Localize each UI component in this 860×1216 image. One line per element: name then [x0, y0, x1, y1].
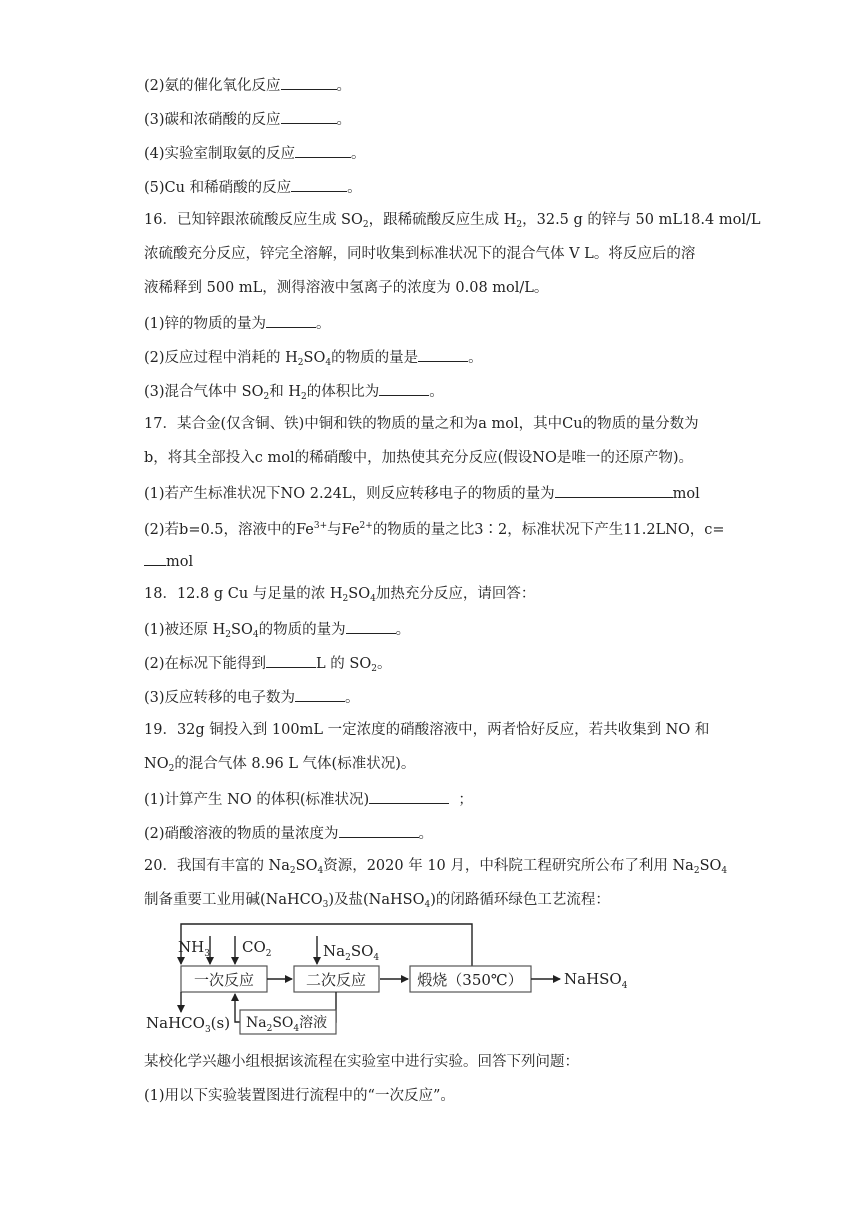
calcination-label: 煅烧（350℃）: [417, 971, 523, 989]
q16-sub3-suffix: 。: [429, 384, 444, 400]
co2-label: $CO_2$: [242, 938, 272, 959]
q20-text-d: SO: [699, 858, 722, 874]
q15-part5-suffix: 。: [347, 180, 362, 196]
q16-sub2-text-c: 的物质的量是: [331, 350, 419, 366]
answer-blank[interactable]: [379, 380, 429, 396]
subscript: 2: [371, 664, 377, 674]
second-reaction-label: 二次反应: [305, 971, 367, 989]
q17-line2: [144, 448, 693, 468]
superscript: 3+: [313, 521, 328, 531]
q19-line2: [144, 754, 415, 779]
na2so4-solution-label: $Na_2SO_4$溶液: [246, 1015, 328, 1034]
nahso4-product: NaHSO$_4$: [564, 970, 628, 991]
q16-text-b: ，跟稀硫酸反应生成 H: [368, 212, 517, 228]
q18-sub3-suffix: 。: [345, 690, 360, 706]
q19-text-line1: 19．32g 铜投入到 100mL 一定浓度的硝酸溶液中，两者恰好反应，若共收集到 NO 和: [144, 722, 710, 738]
q17-sub1-suffix: mol: [672, 486, 700, 502]
subscript: 2: [300, 392, 307, 402]
q20-text-line2-a: 制备重要工业用碱(NaHCO: [144, 892, 323, 908]
q15-part5: [144, 176, 362, 198]
q18-sub2: [144, 652, 391, 679]
q15-part2-text: (2)氨的催化氧化反应: [144, 78, 281, 94]
answer-blank[interactable]: [266, 312, 316, 328]
q18-sub2-text-b: L 的 SO: [316, 656, 372, 672]
q17-sub2: [144, 516, 725, 540]
q15-part4-text: (4)实验室制取氨的反应: [144, 146, 296, 162]
q19-sub1-suffix: ；: [458, 792, 473, 808]
q20-text-a: 20．我国有丰富的 Na: [144, 858, 290, 874]
q18-sub2-text-a: (2)在标况下能得到: [144, 656, 267, 672]
q16-sub3-text-b: 和 H: [269, 384, 301, 400]
q20-text-b: SO: [295, 858, 318, 874]
q17-sub2-text-c: 的物质的量之比3∶2，标准状况下产生11.2LNO，c=: [372, 522, 725, 538]
answer-blank[interactable]: [144, 550, 166, 566]
q19-sub2-suffix: 。: [418, 826, 434, 842]
q16-sub2-text-a: (2)反应过程中消耗的 H: [144, 350, 298, 366]
q19-text-a: NO: [144, 756, 169, 772]
q20-line1: [144, 856, 727, 881]
q17-sub2-cont: [144, 550, 193, 572]
subscript: 4: [370, 594, 376, 604]
q20-after-line2: [144, 1086, 455, 1106]
q16-sub1-text: (1)锌的物质的量为: [144, 316, 267, 332]
q18-sub3: [144, 686, 360, 708]
na2so4-label: $Na_2SO_4$: [323, 942, 380, 963]
first-reaction-label: 一次反应: [193, 971, 255, 989]
q18-sub1-text-c: 的物质的量为: [258, 622, 346, 638]
subscript: 2: [362, 220, 369, 230]
process-flow-diagram: [140, 916, 640, 1040]
q16-sub1-suffix: 。: [316, 316, 331, 332]
q19-sub1-text: (1)计算产生 NO 的体积(标准状况): [144, 792, 370, 808]
q19-sub2-text: (2)硝酸溶液的物质的量浓度为: [144, 826, 339, 842]
q18-text-a: 18．12.8 g Cu 与足量的浓 H: [144, 586, 343, 602]
q16-sub3: [144, 380, 444, 407]
answer-blank[interactable]: [339, 822, 419, 838]
subscript: 2: [516, 220, 523, 230]
q20-text-line2-c: )的闭路循环绿色工艺流程：: [430, 892, 610, 908]
q20-text-c: 资源，2020 年 10 月，中科院工程研究所公布了利用 Na: [323, 858, 694, 874]
answer-blank[interactable]: [418, 346, 468, 362]
q20-after-line1: [144, 1052, 579, 1072]
answer-blank[interactable]: [281, 74, 337, 90]
subscript: 2: [168, 764, 175, 774]
subscript: 4: [721, 866, 728, 876]
q16-sub2-text-b: SO: [303, 350, 326, 366]
q18-sub1: [144, 618, 410, 645]
q19-sub2: [144, 822, 433, 844]
q16-sub1: [144, 312, 331, 334]
nahco3-label: NaHCO$_3$(s): [146, 1014, 231, 1035]
q18-sub1-text-a: (1)被还原 H: [144, 622, 226, 638]
subscript: 2: [297, 358, 304, 368]
answer-blank[interactable]: [555, 482, 673, 498]
answer-blank[interactable]: [295, 686, 345, 702]
q18-text-c: 加热充分反应，请回答：: [375, 586, 536, 602]
subscript: 4: [325, 358, 332, 368]
q18-sub1-text-b: SO: [231, 622, 253, 638]
q15-part4-suffix: 。: [351, 146, 366, 162]
q15-part3: [144, 108, 351, 130]
q15-part3-text: (3)碳和浓硝酸的反应: [144, 112, 281, 128]
q17-line1: [144, 414, 699, 434]
q16-text-line3: 液稀释到 500 mL，测得溶液中氢离子的浓度为 0.08 mol/L。: [144, 280, 549, 296]
q20-after-text2: (1)用以下实验装置图进行流程中的“一次反应”。: [144, 1088, 455, 1104]
q17-sub2-text-b: 与Fe: [327, 522, 360, 538]
subscript: 2: [342, 594, 349, 604]
q19-line1: [144, 720, 709, 740]
q17-sub1-text: (1)若产生标准状况下NO 2.24L，则反应转移电子的物质的量为: [144, 486, 555, 502]
q16-text-c: ，32.5 g 的锌与 50 mL18.4 mol/L: [522, 212, 761, 228]
answer-blank[interactable]: [346, 618, 396, 634]
subscript: 3: [322, 900, 329, 910]
q15-part2-suffix: 。: [336, 78, 352, 94]
q18-sub1-suffix: 。: [395, 622, 411, 638]
subscript: 4: [317, 866, 324, 876]
q15-part4: [144, 142, 366, 164]
q16-line3: [144, 278, 548, 298]
answer-blank[interactable]: [295, 142, 351, 158]
q16-sub2-suffix: 。: [468, 350, 483, 366]
subscript: 2: [693, 866, 700, 876]
answer-blank[interactable]: [266, 652, 316, 668]
q16-line1: [144, 210, 760, 235]
q18-sub2-suffix: 。: [376, 656, 392, 672]
q20-text-line2-b: )及盐(NaHSO: [328, 892, 425, 908]
q15-part5-text: (5)Cu 和稀硝酸的反应: [144, 180, 292, 196]
q19-sub1: [144, 788, 473, 810]
q16-sub3-text-c: 的体积比为: [306, 384, 380, 400]
nh3-label: $NH_3$: [178, 938, 210, 959]
q16-text-a: 16．已知锌跟浓硫酸反应生成 SO: [144, 212, 363, 228]
superscript: 2+: [359, 521, 373, 531]
q18-sub3-text: (3)反应转移的电子数为: [144, 690, 296, 706]
subscript: 4: [252, 630, 259, 640]
answer-blank[interactable]: [291, 176, 347, 192]
q17-sub1: [144, 482, 700, 504]
q16-line2: [144, 244, 695, 264]
q18-line1: [144, 584, 535, 609]
q15-part3-suffix: 。: [336, 112, 352, 128]
q17-sub2-text-a: (2)若b=0.5，溶液中的Fe: [144, 522, 314, 538]
q17-text-line1: 17．某合金(仅含铜、铁)中铜和铁的物质的量之和为a mol，其中Cu的物质的量分数为: [144, 416, 699, 432]
q18-text-b: SO: [348, 586, 371, 602]
q19-text-b: 的混合气体 8.96 L 气体(标准状况)。: [174, 756, 416, 772]
subscript: 4: [424, 900, 431, 910]
answer-blank[interactable]: [369, 788, 449, 804]
answer-blank[interactable]: [281, 108, 337, 124]
subscript: 2: [225, 630, 232, 640]
subscript: 2: [289, 866, 296, 876]
q17-text-line2: b，将其全部投入c mol的稀硝酸中，加热使其充分反应(假设NO是唯一的还原产物)。: [144, 450, 694, 466]
q17-sub2-unit: mol: [166, 554, 194, 570]
q16-text-line2: 浓硫酸充分反应，锌完全溶解，同时收集到标准状况下的混合气体 V L。将反应后的溶: [144, 246, 696, 262]
subscript: 2: [263, 392, 270, 402]
q15-part2: [144, 74, 351, 96]
q16-sub2: [144, 346, 483, 373]
q20-after-text1: 某校化学兴趣小组根据该流程在实验室中进行实验。回答下列问题：: [144, 1054, 579, 1070]
q16-sub3-text-a: (3)混合气体中 SO: [144, 384, 264, 400]
q20-line2: [144, 890, 610, 915]
